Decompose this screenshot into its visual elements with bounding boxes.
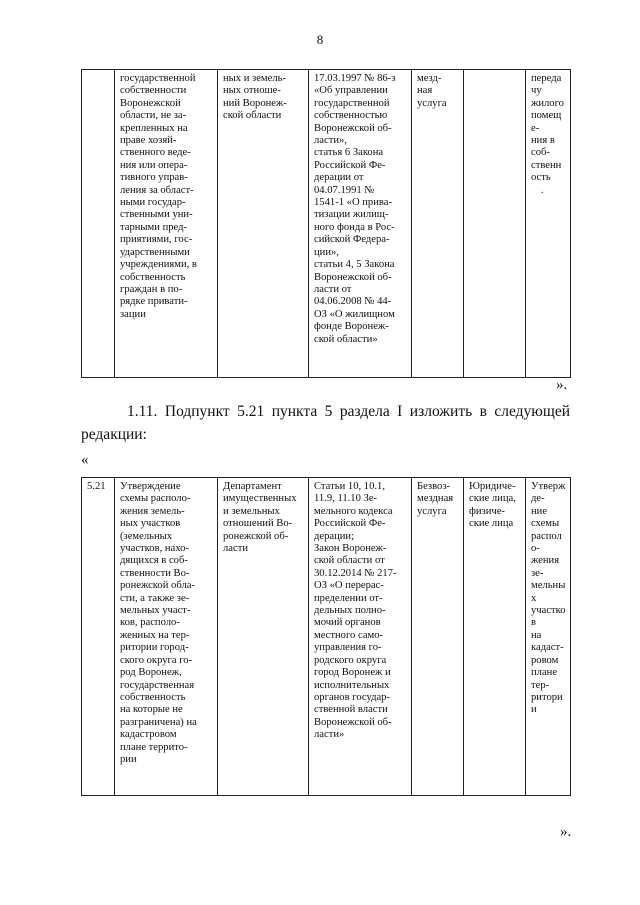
cell-payment: мезд- ная услуга [412,70,464,378]
registry-table-new-edition [81,477,571,796]
page-number: 8 [316,32,324,47]
closing-quote: ». [556,377,568,393]
cell-service-name: государственной собственности Воронежской области, не за- крепленных на праве хозяй- ственного веде- ния или опера- тивного управ- ления за област- ными государ- ственными уни- тарными пред- приятиями, гос- ударственными учреждениями, в собственность граждан в по- рядке привати- зации [115,70,218,378]
cell-applicants [464,70,526,378]
cell-result: Утвержде- ние схемы располо- жения зе- мельных участков на кадаст- ровом плане тер- ритории [526,478,571,796]
cell-department: Департамент имущественных и земельных отношений Во- ронежской об- ласти [218,478,309,796]
cell-legal-basis: 17.03.1997 № 86-з «Об управлении государственной собственностью Воронежской об- ласти», статья 6 Закона Российской Фе- дерации от 04.07.1991 № 1541-1 «О прива- тизации жилищ- ного фонда в Рос- сийской Федера- ции», статьи 4, 5 Закона Воронежской об- ласти от 04.06.2008 № 44- ОЗ «О жилищном фонде Воронеж- ской области» [309,70,412,378]
table-row [82,70,571,378]
amendment-text: 1.11. Подпункт 5.21 пункта 5 раздела I изложить в следующей [127,403,570,420]
cell-applicants: Юридиче- ские лица, физиче- ские лица [464,478,526,796]
cell-department: ных и земель- ных отноше- ний Воронеж- ской области [218,70,309,378]
closing-quote: ». [560,824,572,840]
cell-payment: Безвоз- мездная услуга [412,478,464,796]
cell-legal-basis: Статьи 10, 10.1, 11.9, 11.10 Зе- мельного кодекса Российской Фе- дерации; Закон Воронеж- ской области от 30.12.2014 № 217- ОЗ «О перерас- пределении от- дельных полно- мочий органов местного само- управления го- родского округа город Воронеж и исполнительных органов государ- ственной власти Воронежской об- ласти» [309,478,412,796]
registry-table-continuation [81,69,571,378]
cell-service-name: Утверждение схемы располо- жения земель- ных участков (земельных участков, нахо- дящихся в соб- ственности Во- ронежской обла- сти, а также зе- мельных участ- ков, располо- женных на тер- ритории город- ского округа го- род Воронеж, государственная собственность на которые не разграничена) на кадастровом плане террито- рии [115,478,218,796]
cell-result: передачу жилого помеще- ния в соб- ственность [526,70,571,378]
opening-quote: « [81,452,89,468]
table-row [82,478,571,796]
amendment-paragraph-continuation: редакции: [81,426,147,443]
amendment-paragraph [81,402,570,422]
stray-mark: . [541,185,544,196]
cell-number: 5.21 [82,478,115,796]
cell-number [82,70,115,378]
